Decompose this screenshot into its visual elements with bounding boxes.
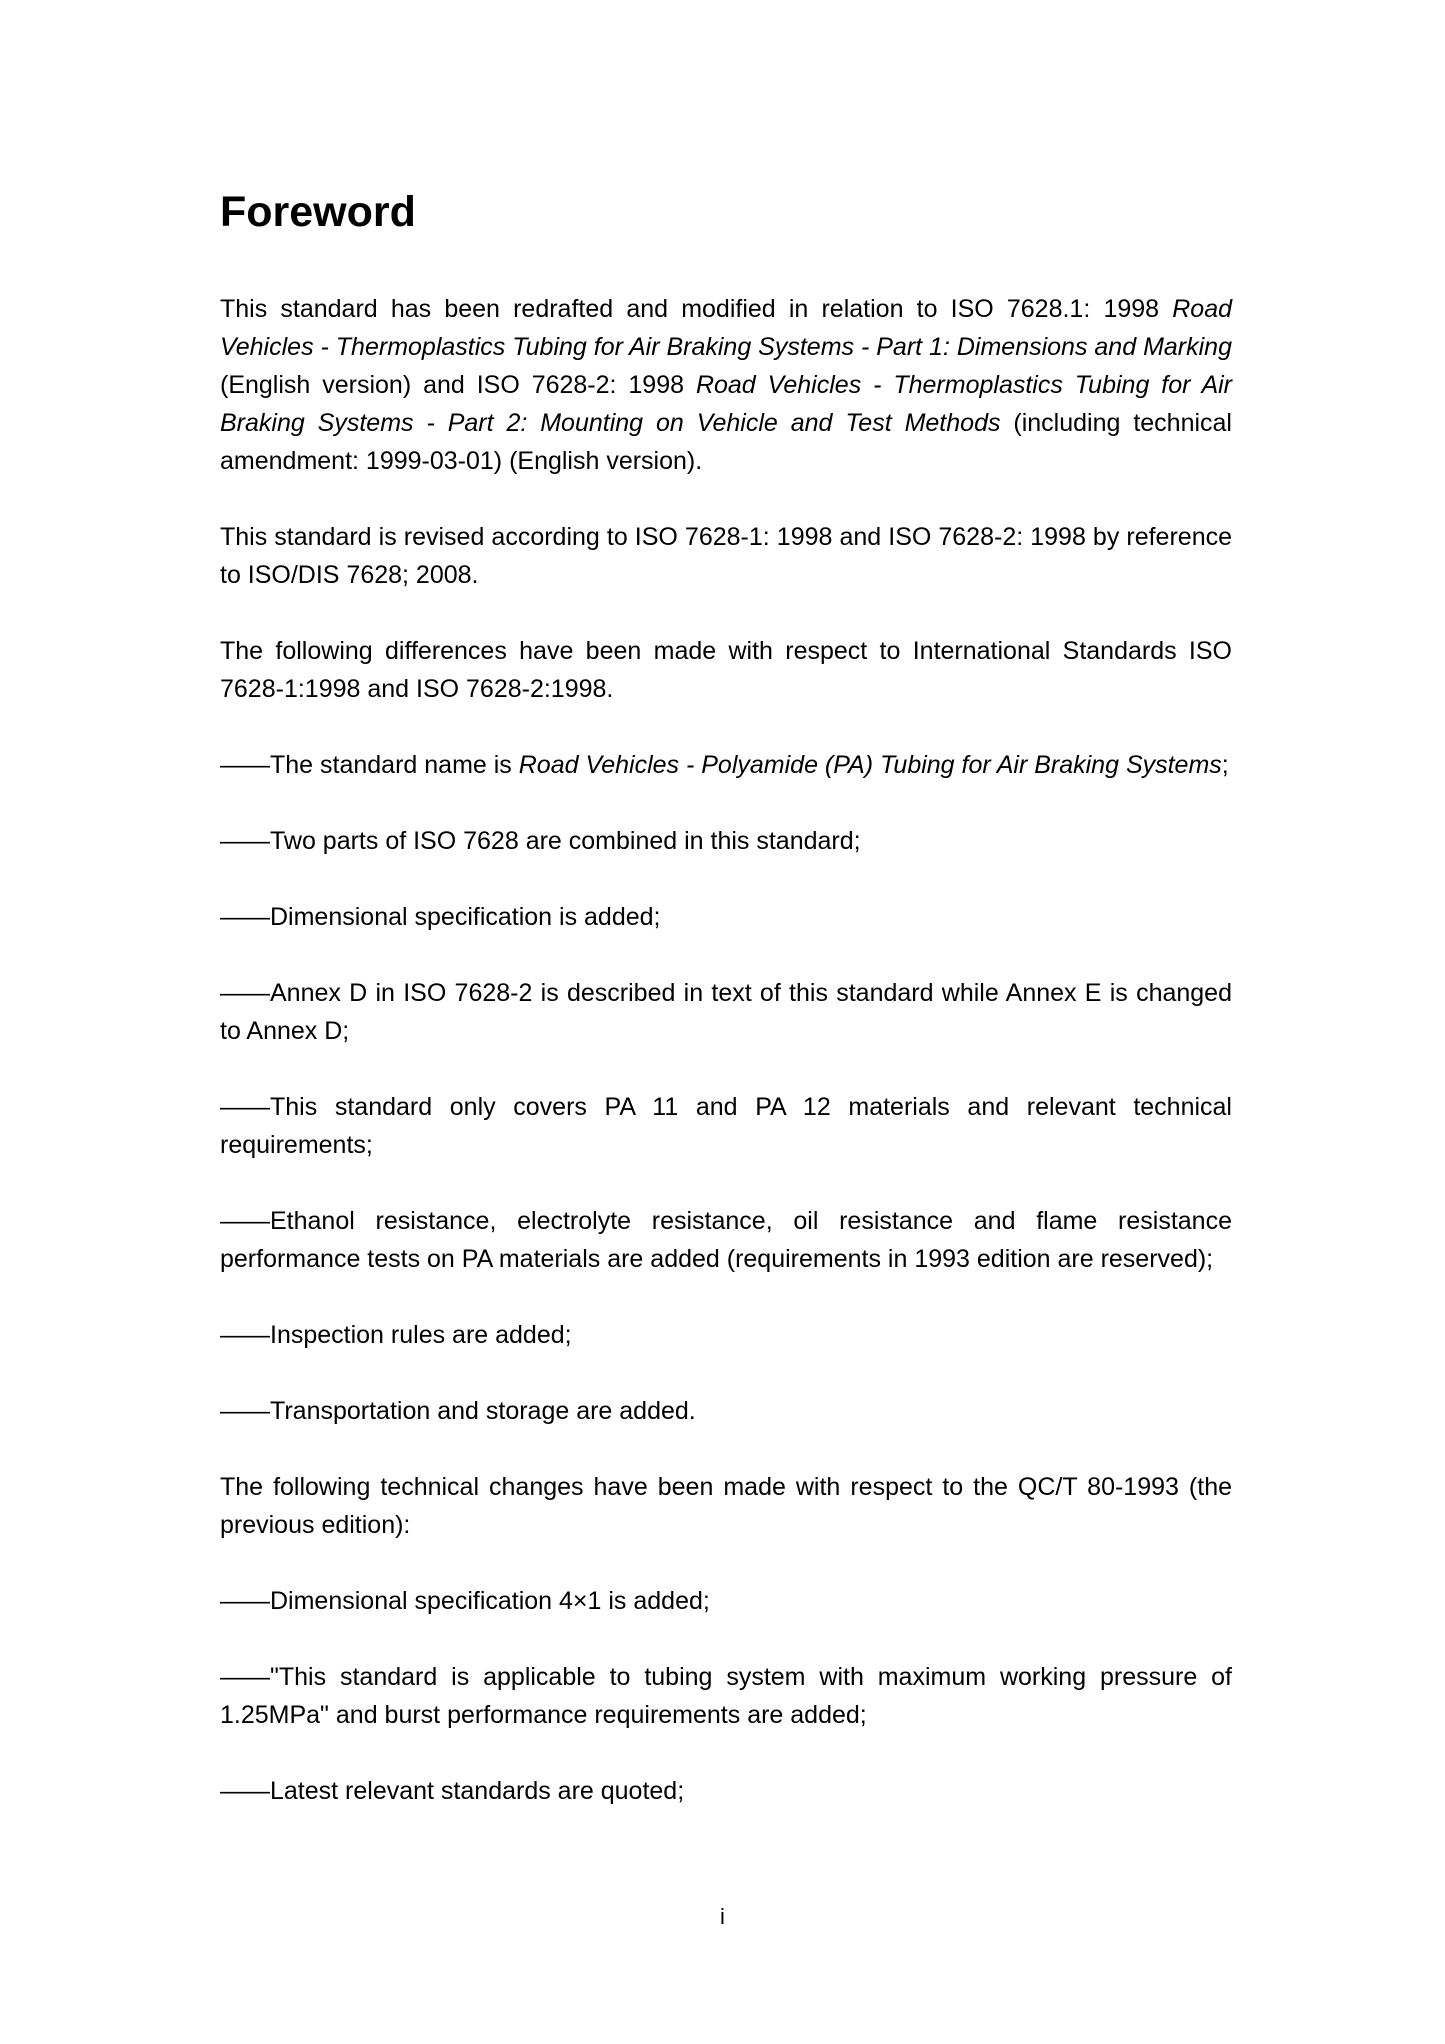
paragraph-text: ——Ethanol resistance, electrolyte resistance, oil resistance and flame resistance performance tests on PA materials are added (requirements in 1993 edition are reserved); [220, 1207, 1232, 1273]
paragraph [220, 1316, 1232, 1354]
paragraph [220, 1582, 1232, 1620]
paragraph-text: ——This standard only covers PA 11 and PA 12 materials and relevant technical requirements; [220, 1093, 1232, 1159]
paragraph [220, 1392, 1232, 1430]
paragraph-text: The following differences have been made with respect to International Standards ISO 7628-1:1998 and ISO 7628-2:1998. [220, 637, 1232, 703]
paragraph-text: (English version) and ISO 7628-2: 1998 [220, 371, 696, 399]
paragraph-text: ; [1221, 751, 1229, 779]
paragraph [220, 1772, 1232, 1810]
paragraph-text: ——Dimensional specification is added; [220, 903, 661, 931]
paragraph-text: (including technical amendment: 1999-03-01) (English version). [220, 409, 1232, 475]
italic-title-text: Road Vehicles - Thermoplastics Tubing for Air Braking Systems - Part 1: Dimensions and Marking [220, 295, 1232, 361]
paragraph [220, 518, 1232, 594]
paragraph-text: ——Inspection rules are added; [220, 1321, 572, 1349]
paragraph [220, 1658, 1232, 1734]
paragraph [220, 1202, 1232, 1278]
paragraph [220, 1088, 1232, 1164]
paragraph-text: ——Dimensional specification 4×1 is added; [220, 1587, 710, 1615]
paragraph [220, 974, 1232, 1050]
paragraph [220, 822, 1232, 860]
paragraph-text: ——Latest relevant standards are quoted; [220, 1777, 685, 1805]
page-title: Foreword [220, 188, 416, 236]
paragraph [220, 632, 1232, 708]
paragraph [220, 898, 1232, 936]
paragraph [220, 1468, 1232, 1544]
paragraph-text: ——"This standard is applicable to tubing system with maximum working pressure of 1.25MPa" and burst performance requirements are added; [220, 1663, 1232, 1729]
paragraph-text: This standard is revised according to ISO 7628-1: 1998 and ISO 7628-2: 1998 by reference to ISO/DIS 7628; 2008. [220, 523, 1232, 589]
paragraph-text: ——Annex D in ISO 7628-2 is described in text of this standard while Annex E is changed to Annex D; [220, 979, 1232, 1045]
paragraph-text: ——Two parts of ISO 7628 are combined in this standard; [220, 827, 861, 855]
italic-title-text: Road Vehicles - Thermoplastics Tubing for Air Braking Systems - Part 2: Mounting on Vehicle and Test Methods [220, 371, 1232, 437]
paragraph [220, 290, 1232, 480]
foreword-body [220, 290, 1232, 1848]
italic-title-text: Road Vehicles - Polyamide (PA) Tubing for Air Braking Systems [518, 751, 1222, 779]
paragraph [220, 746, 1232, 784]
page-number: i [720, 1904, 725, 1929]
paragraph-text: ——The standard name is [220, 751, 519, 779]
paragraph-text: This standard has been redrafted and modified in relation to ISO 7628.1: 1998 [220, 295, 1173, 323]
paragraph-text: ——Transportation and storage are added. [220, 1397, 696, 1425]
paragraph-text: The following technical changes have been made with respect to the QC/T 80-1993 (the previous edition): [220, 1473, 1232, 1539]
